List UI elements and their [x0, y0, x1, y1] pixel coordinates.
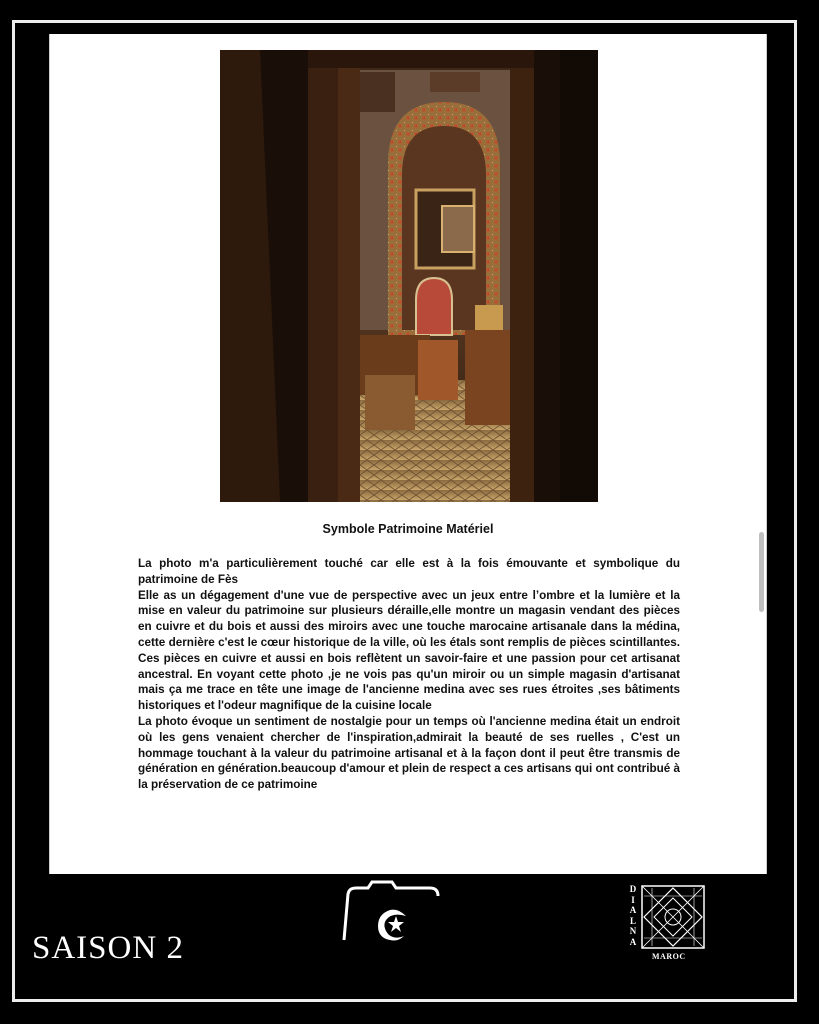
- logo-lettering: D I A L N A: [629, 884, 637, 947]
- paragraph: La photo évoque un sentiment de nostalgie pour un temps où l'ancienne medina était un endroit où les gens venaient chercher de l'inspiration,admirait la beauté de ses ruelles , C'est un hommage touchant à la valeur du patrimoine artisanal et à la façon dont il peut être transmis de génération en génération.beaucoup d'amour et plein de respect a ces artisans qui ont contribué à la préservation de ce patrimoine: [138, 714, 680, 792]
- medina-shop-photo: [220, 50, 598, 502]
- logo-country: MAROC: [652, 952, 686, 961]
- scrollbar-thumb[interactable]: [759, 532, 764, 612]
- season-label: SAISON 2: [32, 930, 184, 966]
- paragraph: La photo m'a particulièrement touché car elle est à la fois émouvante et symbolique du patrimoine de Fès: [138, 557, 680, 586]
- paragraph: Elle as un dégagement d'une vue de perspective avec un jeux entre l’ombre et la lumière et la mise en valeur du patrimoine sur plusieurs déraille,elle montre un magasin vendant des pièces en cuivre et du bois et aussi des miroirs avec une touche marocaine artisanale dans la médina, cette dernière c'est le cœur historique de la ville, où les étals sont remplis de pièces scintillantes. Ces pièces en cuivre et aussi en bois reflètent un savoir-faire et une passion pour cet artisanat ancestral. En voyant cette photo ,je ne vois pas qu'un miroir ou un simple magasin d'artisanat mais ça me trace en tête une image de l'ancienne medina avec ses rues étroites ,ses bâtiments historiques et l'odeur magnifique de la cuisine locale: [138, 588, 680, 713]
- photo-caption: Symbole Patrimoine Matériel: [322, 522, 494, 536]
- document-page: [49, 34, 767, 874]
- dialna-maroc-logo: [628, 884, 710, 964]
- medina-shop-photo-image: [220, 50, 598, 502]
- zellige-pattern-icon: [640, 884, 706, 952]
- camera-icon: [334, 880, 446, 950]
- body-text: [138, 556, 680, 793]
- camera-star-logo: [334, 880, 446, 950]
